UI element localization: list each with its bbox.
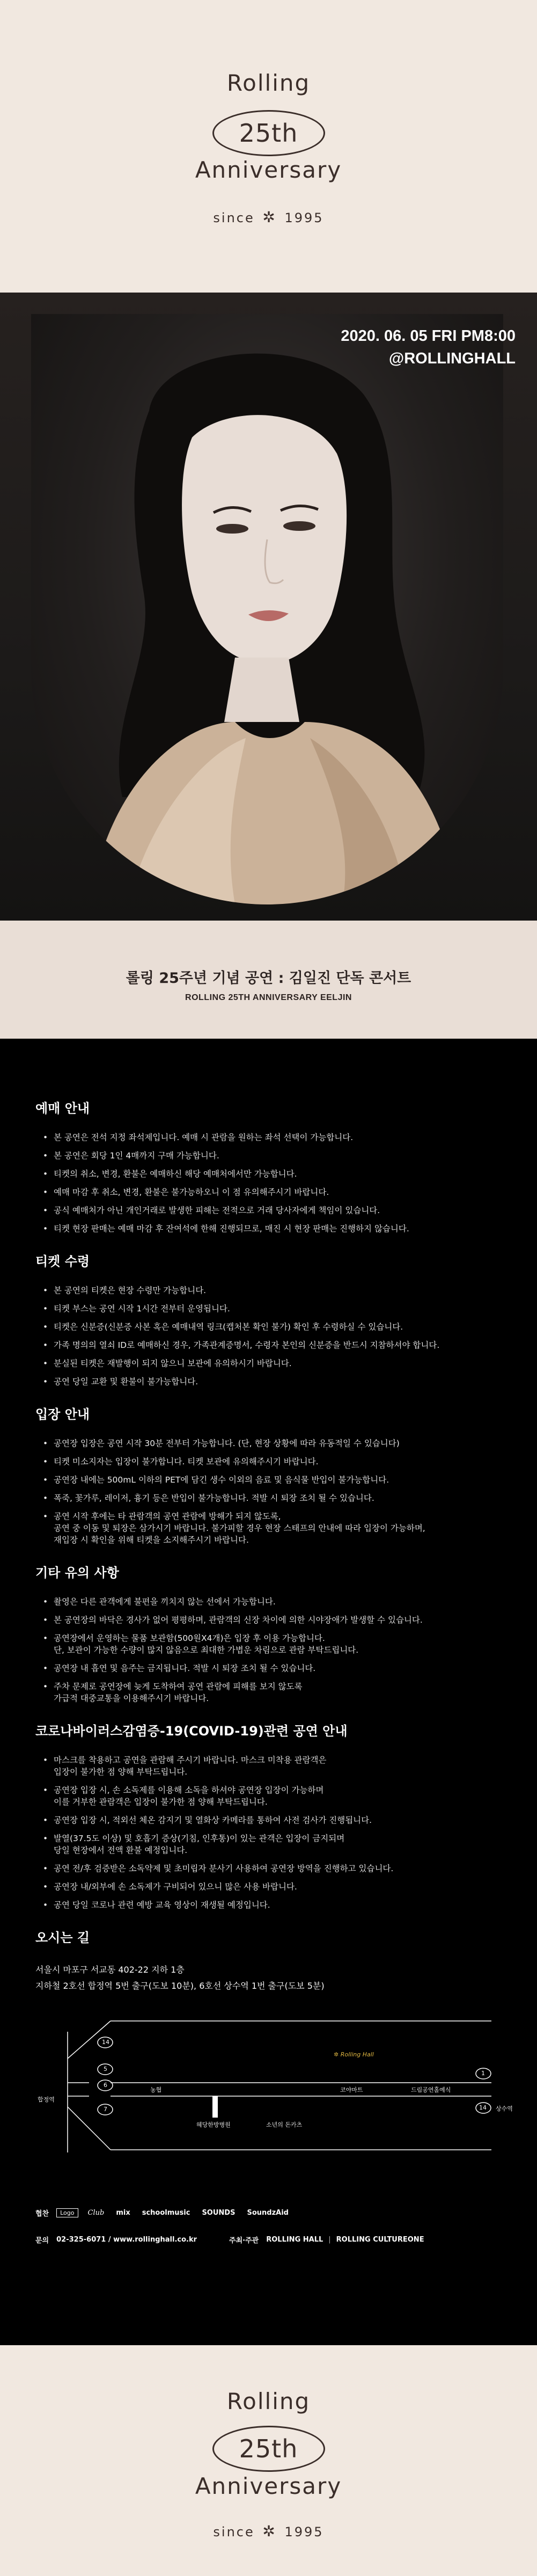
map-label-hapjeong: 합정역: [38, 2096, 55, 2103]
list-item: • 티켓 현장 판매는 예매 마감 후 잔여석에 한해 진행되므로, 매진 시 현장 판매는 진행하지 않습니다.: [35, 1223, 489, 1235]
list-item: • 공연 당일 교환 및 환불이 불가능합니다.: [35, 1376, 489, 1388]
organizer-2: ROLLING CULTUREONE: [336, 2236, 424, 2244]
list-item: • 티켓은 신분증(신분증 사본 혹은 예매내역 링크(캡처본 확인 불가) 확인 후 수령하실 수 있습니다.: [35, 1321, 489, 1333]
sponsor-logo: schoolmusic: [142, 2209, 190, 2217]
section-title: 입장 안내: [35, 1407, 90, 1422]
section-covid: [35, 1720, 489, 1911]
list-item: • 공연장 입장은 공연 시작 30분 전부터 가능합니다. (단, 현장 상황에 따라 유동적일 수 있습니다): [35, 1437, 489, 1449]
since-prefix: since: [213, 210, 255, 225]
list-item: • 티켓 미소지자는 입장이 불가합니다. 티켓 보관에 유의해주시기 바랍니다.: [35, 1456, 489, 1468]
contact-label: 문의: [35, 2237, 49, 2245]
sponsor-logo-box: Logo: [56, 2208, 78, 2217]
map-rolling-hall-marker: ✲ Rolling Hall: [334, 2051, 374, 2058]
logo-word-rolling: Rolling: [226, 2388, 311, 2414]
logo-word-rolling: Rolling: [226, 70, 311, 96]
map-label-rolling: Rolling Hall: [340, 2051, 374, 2058]
sponsor-bar: [0, 2193, 537, 2279]
directions: [35, 1927, 489, 1994]
list-item: • 공연 당일 코로나 관련 예방 교육 영상이 재생될 예정입니다.: [35, 1899, 489, 1911]
map-label-sangsu: 상수역: [496, 2105, 513, 2112]
sun-icon: ✲: [262, 2522, 277, 2540]
list-item: • 촬영은 다른 관객에게 불편을 끼치지 않는 선에서 가능합니다.: [35, 1596, 489, 1608]
map-label-nongheop: 농협: [150, 2086, 162, 2093]
logo-ring-25th: 25th: [212, 2426, 325, 2472]
concert-title: 롤링 25주년 기념 공연 : 김일진 단독 콘서트: [126, 970, 411, 987]
sponsor-logo: SOUNDS: [202, 2209, 236, 2217]
sponsor-logo: Club: [87, 2209, 105, 2217]
divider: |: [328, 2236, 331, 2244]
list-item: • 티켓 부스는 공연 시작 1시간 전부터 운영됩니다.: [35, 1303, 489, 1315]
list-item: • 가족 명의의 열쇠 ID로 예매하신 경우, 가족관계증명서, 수령자 본인의 신분증을 반드시 지참하셔야 합니다.: [35, 1339, 489, 1351]
section-ticketing: [35, 1098, 489, 1235]
list-item: • 마스크를 착용하고 공연을 관람해 주시기 바랍니다. 마스크 미착용 관람객은 입장이 불가한 점 양해 부탁드립니다.: [35, 1754, 489, 1778]
sponsor-logo: mix: [116, 2209, 130, 2217]
section-title: 기타 유의 사항: [35, 1565, 119, 1580]
sun-icon: ✲: [262, 208, 277, 226]
logo-ring-25th: 25th: [212, 110, 325, 156]
list-item: • 폭죽, 꽃가루, 레이저, 흉기 등은 반입이 불가능합니다. 적발 시 퇴장 조치 될 수 있습니다.: [35, 1492, 489, 1504]
logo-word-anniversary: Anniversary: [195, 2473, 342, 2499]
list-item: • 예매 마감 후 취소, 변경, 환불은 불가능하오니 이 점 유의해주시기 바랍니다.: [35, 1186, 489, 1198]
list-item: • 분실된 티켓은 재발행이 되지 않으니 보관에 유의하시기 바랍니다.: [35, 1358, 489, 1369]
concert-title-en: ROLLING 25TH ANNIVERSARY EELJIN: [185, 993, 352, 1002]
sponsor-row: [35, 2208, 300, 2218]
list-item: • 본 공연은 회당 1인 4매까지 구매 가능합니다.: [35, 1150, 489, 1162]
section-title: 예매 안내: [35, 1101, 90, 1116]
header-banner: [0, 0, 537, 293]
title-band: [0, 921, 537, 1039]
directions-address: 서울시 마포구 서교동 402-22 지하 1층: [35, 1965, 185, 1975]
contact-row: [35, 2235, 424, 2245]
logo-since: [0, 2522, 537, 2540]
list-item: • 티켓의 취소, 변경, 환불은 예매하신 해당 예매처에서만 가능합니다.: [35, 1168, 489, 1180]
location-map: [35, 2016, 518, 2171]
section-etc: [35, 1562, 489, 1704]
list-item: • 주차 문제로 공연장에 늦게 도착하여 공연 관람에 피해를 보지 않도록 가급적 대중교통을 이용해주시기 바랍니다.: [35, 1681, 489, 1704]
list-item: • 공연장 내/외부에 손 소독제가 구비되어 있으니 많은 사용 바랍니다.: [35, 1881, 489, 1893]
info-sections: [0, 1039, 537, 2171]
map-exit-5: 5: [104, 2066, 107, 2073]
event-date: [341, 325, 516, 370]
list-item: • 공연 시작 후에는 타 관람객의 공연 관람에 방해가 되지 않도록, 공연 중 이동 및 퇴장은 삼가시기 바랍니다. 불가피할 경우 현장 스태프의 안내에 따라 입장이 가능하며, 재입장 시 확인을 위해 티켓을 소지해주시기 바랍니다.: [35, 1510, 489, 1546]
list-item: • 공연장 내 흡연 및 음주는 금지됩니다. 적발 시 퇴장 조치 될 수 있습니다.: [35, 1662, 489, 1674]
section-title: 코로나바이러스감염증-19(COVID-19)관련 공연 안내: [35, 1724, 348, 1739]
list-item: • 공연장에서 운영하는 물품 보관함(500원X4개)은 입장 후 이용 가능합니다. 단, 보관이 가능한 수량이 많지 않음으로 최대한 가볍운 차림으로 관람 부탁드립니다.: [35, 1632, 489, 1656]
portrait-illustration: [31, 314, 503, 904]
organizer-1: ROLLING HALL: [266, 2236, 323, 2244]
portrait-frame: [31, 314, 503, 904]
list-item: • 공연 전/후 검증받은 소독약제 및 초미립자 분사기 사용하여 공연장 방역을 진행하고 있습니다.: [35, 1863, 489, 1874]
map-label-hospital: 혜당한방병원: [196, 2121, 231, 2128]
logo-since: [0, 208, 537, 226]
list-item: • 공식 예매처가 아닌 개인거래로 발생한 피해는 전적으로 거래 당사자에게 책임이 있습니다.: [35, 1205, 489, 1216]
list-item: • 공연장 입장 시, 적외선 체온 감지기 및 열화상 카메라를 통하여 사전 검사가 진행됩니다.: [35, 1814, 489, 1826]
map-label-coffee: 코야마트: [340, 2086, 363, 2093]
map-exit-14: 14: [102, 2039, 109, 2046]
map-exit-6: 6: [104, 2082, 107, 2089]
hero-photo: [0, 293, 537, 921]
organizer-label: 주최·주관: [229, 2237, 259, 2245]
list-item: • 발열(37.5도 이상) 및 호흡기 증상(기침, 인후통)이 있는 관객은 입장이 금지되며 당일 현장에서 전액 환불 예정입니다.: [35, 1833, 489, 1856]
map-exit-7: 7: [104, 2106, 107, 2113]
directions-subway: 지하철 2호선 합정역 5번 출구(도보 10분), 6호선 상수역 1번 출구(도보 5분): [35, 1981, 325, 1991]
logo-word-anniversary: Anniversary: [195, 157, 342, 183]
event-venue: @ROLLINGHALL: [388, 350, 516, 367]
since-year: 1995: [284, 2524, 324, 2539]
list-item: • 본 공연의 티켓은 현장 수령만 가능합니다.: [35, 1285, 489, 1296]
list-item: • 공연장 입장 시, 손 소독제를 이용해 소독을 하셔야 공연장 입장이 가능하며 이를 거부한 관람객은 입장이 불가한 점 양해 부탁드립니다.: [35, 1784, 489, 1808]
since-prefix: since: [213, 2524, 255, 2539]
sponsor-label: 협찬: [35, 2210, 49, 2218]
section-entry: [35, 1404, 489, 1546]
list-item: • 본 공연은 전석 지정 좌석제입니다. 예매 시 관람을 원하는 좌석 선택이 가능합니다.: [35, 1132, 489, 1143]
event-date-line1: 2020. 06. 05 FRI PM8:00: [341, 327, 516, 345]
section-title: 티켓 수령: [35, 1254, 90, 1269]
map-exit-14b: 14: [479, 2104, 487, 2111]
directions-title: 오시는 길: [35, 1930, 90, 1945]
contact-value[interactable]: 02-325-6071 / www.rollinghall.co.kr: [56, 2236, 197, 2244]
map-exit-1: 1: [481, 2070, 485, 2077]
section-ticket-pickup: [35, 1251, 489, 1388]
map-label-theatre: 드림공연홀예식: [411, 2086, 451, 2093]
footer-banner: [0, 2345, 537, 2576]
sponsor-logo: SoundzAid: [247, 2209, 289, 2217]
list-item: • 본 공연장의 바닥은 경사가 없어 평평하며, 관람객의 신장 차이에 의한 시야장애가 발생할 수 있습니다.: [35, 1614, 489, 1626]
map-label-school: 소년의 돈카츠: [266, 2121, 303, 2128]
since-year: 1995: [284, 210, 324, 225]
list-item: • 공연장 내에는 500mL 이하의 PET에 담긴 생수 이외의 음료 및 음식물 반입이 불가능합니다.: [35, 1474, 489, 1486]
